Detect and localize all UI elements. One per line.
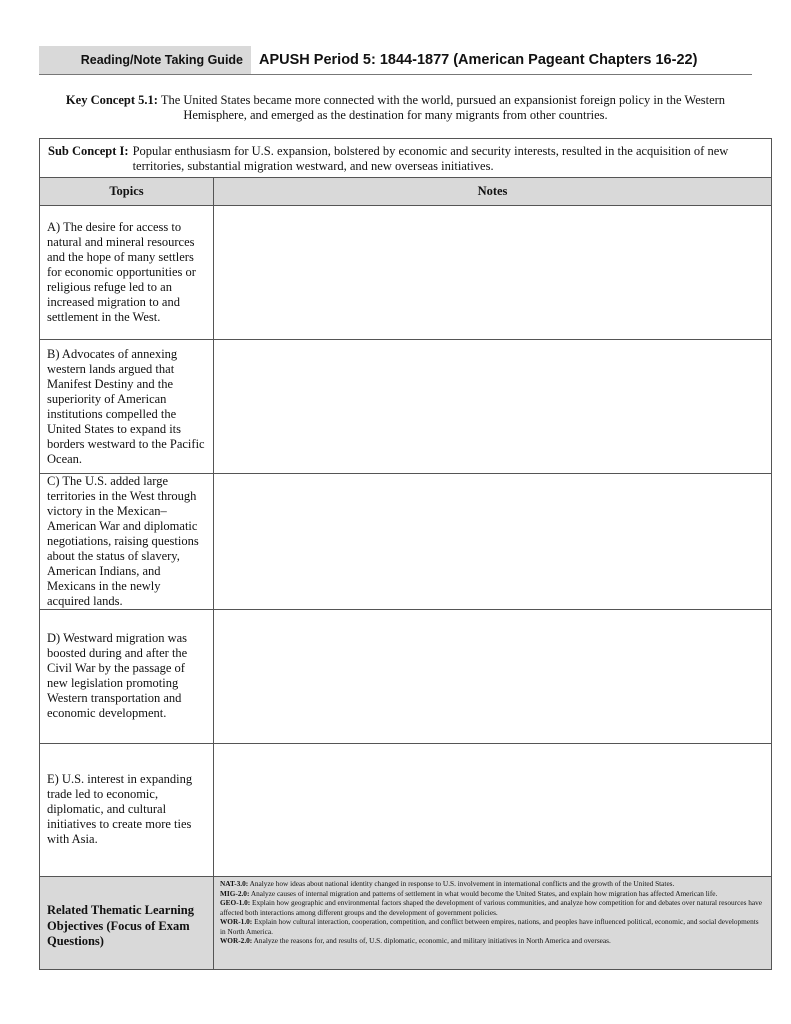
objective-item: GEO-1.0: Explain how geographic and environmental factors shaped the development of various communities, and analyze how competition for and debates over natural resources have affected both interactions among different groups and the development of government policies. bbox=[220, 898, 763, 917]
notes-cell[interactable] bbox=[214, 340, 772, 474]
objective-item: MIG-2.0: Analyze causes of internal migration and patterns of settlement in what would become the United States, and explain how migration has affected American life. bbox=[220, 888, 718, 898]
table-row bbox=[40, 744, 772, 877]
topic-cell bbox=[40, 610, 214, 744]
key-concept bbox=[48, 93, 743, 123]
thematic-label: Related Thematic Learning Objectives (Focus of Exam Questions) bbox=[47, 903, 194, 948]
page-header bbox=[39, 46, 752, 75]
notes-cell[interactable] bbox=[214, 206, 772, 340]
thematic-label-cell bbox=[40, 877, 214, 970]
key-concept-label: Key Concept 5.1: bbox=[65, 93, 158, 107]
topic-text: E) U.S. interest in expanding trade led to economic, diplomatic, and cultural initiatives to create more ties with Asia. bbox=[47, 772, 193, 846]
topic-text: D) Westward migration was boosted during and after the Civil War by the passage of new legislation promoting Western transportation and economic development. bbox=[47, 631, 188, 720]
topic-cell bbox=[40, 206, 214, 340]
topic-cell bbox=[40, 474, 214, 610]
table-row bbox=[40, 474, 772, 610]
topic-cell bbox=[40, 340, 214, 474]
objectives-list bbox=[214, 877, 771, 946]
sub-concept-text: Popular enthusiasm for U.S. expansion, bolstered by economic and security interests, resulted in the acquisition of new territories, substantial migration westward, and new overseas initiatives. bbox=[132, 144, 729, 173]
topic-text: B) Advocates of annexing western lands argued that Manifest Destiny and the superiority of American institutions compelled the United States to expand its borders westward to the Pacific Ocean. bbox=[47, 347, 205, 466]
table-row bbox=[40, 206, 772, 340]
sub-concept-cell bbox=[40, 139, 772, 178]
topic-cell bbox=[40, 744, 214, 877]
sub-concept-label: Sub Concept I: bbox=[48, 144, 129, 158]
notes-header: Notes bbox=[214, 178, 772, 206]
page-title: APUSH Period 5: 1844-1877 (American Pageant Chapters 16-22) bbox=[259, 52, 698, 68]
topics-header: Topics bbox=[40, 178, 214, 206]
notes-table bbox=[39, 138, 772, 970]
objective-item: NAT-3.0: Analyze how ideas about national identity changed in response to U.S. involvement in international conflicts and the growth of the United States. bbox=[220, 879, 675, 888]
notes-cell[interactable] bbox=[214, 610, 772, 744]
topic-text: C) The U.S. added large territories in the West through victory in the Mexican–American War and diplomatic negotiations, raising questions about the status of slavery, American Indians, and Mexicans in the newly acquired lands. bbox=[47, 474, 199, 608]
objective-item: WOR-2.0: Analyze the reasons for, and results of, U.S. diplomatic, economic, and military initiatives in North America and overseas. bbox=[220, 936, 611, 945]
table-row bbox=[40, 340, 772, 474]
guide-label: Reading/Note Taking Guide bbox=[39, 46, 251, 74]
objective-item: WOR-1.0: Explain how cultural interaction, cooperation, competition, and conflict between empires, nations, and peoples have influenced political, economic, and social developments in North America. bbox=[220, 917, 759, 936]
objectives-cell bbox=[214, 877, 772, 970]
notes-cell[interactable] bbox=[214, 744, 772, 877]
topic-text: A) The desire for access to natural and mineral resources and the hope of many settlers for economic opportunities or religious refuge led to an increased migration to and settlement in the West. bbox=[47, 220, 196, 324]
thematic-row bbox=[40, 877, 772, 970]
notes-cell[interactable] bbox=[214, 474, 772, 610]
key-concept-text: The United States became more connected with the world, pursued an expansionist foreign policy in the Western Hemisphere, and emerged as the destination for many migrants from other countries. bbox=[160, 93, 726, 122]
table-row bbox=[40, 610, 772, 744]
